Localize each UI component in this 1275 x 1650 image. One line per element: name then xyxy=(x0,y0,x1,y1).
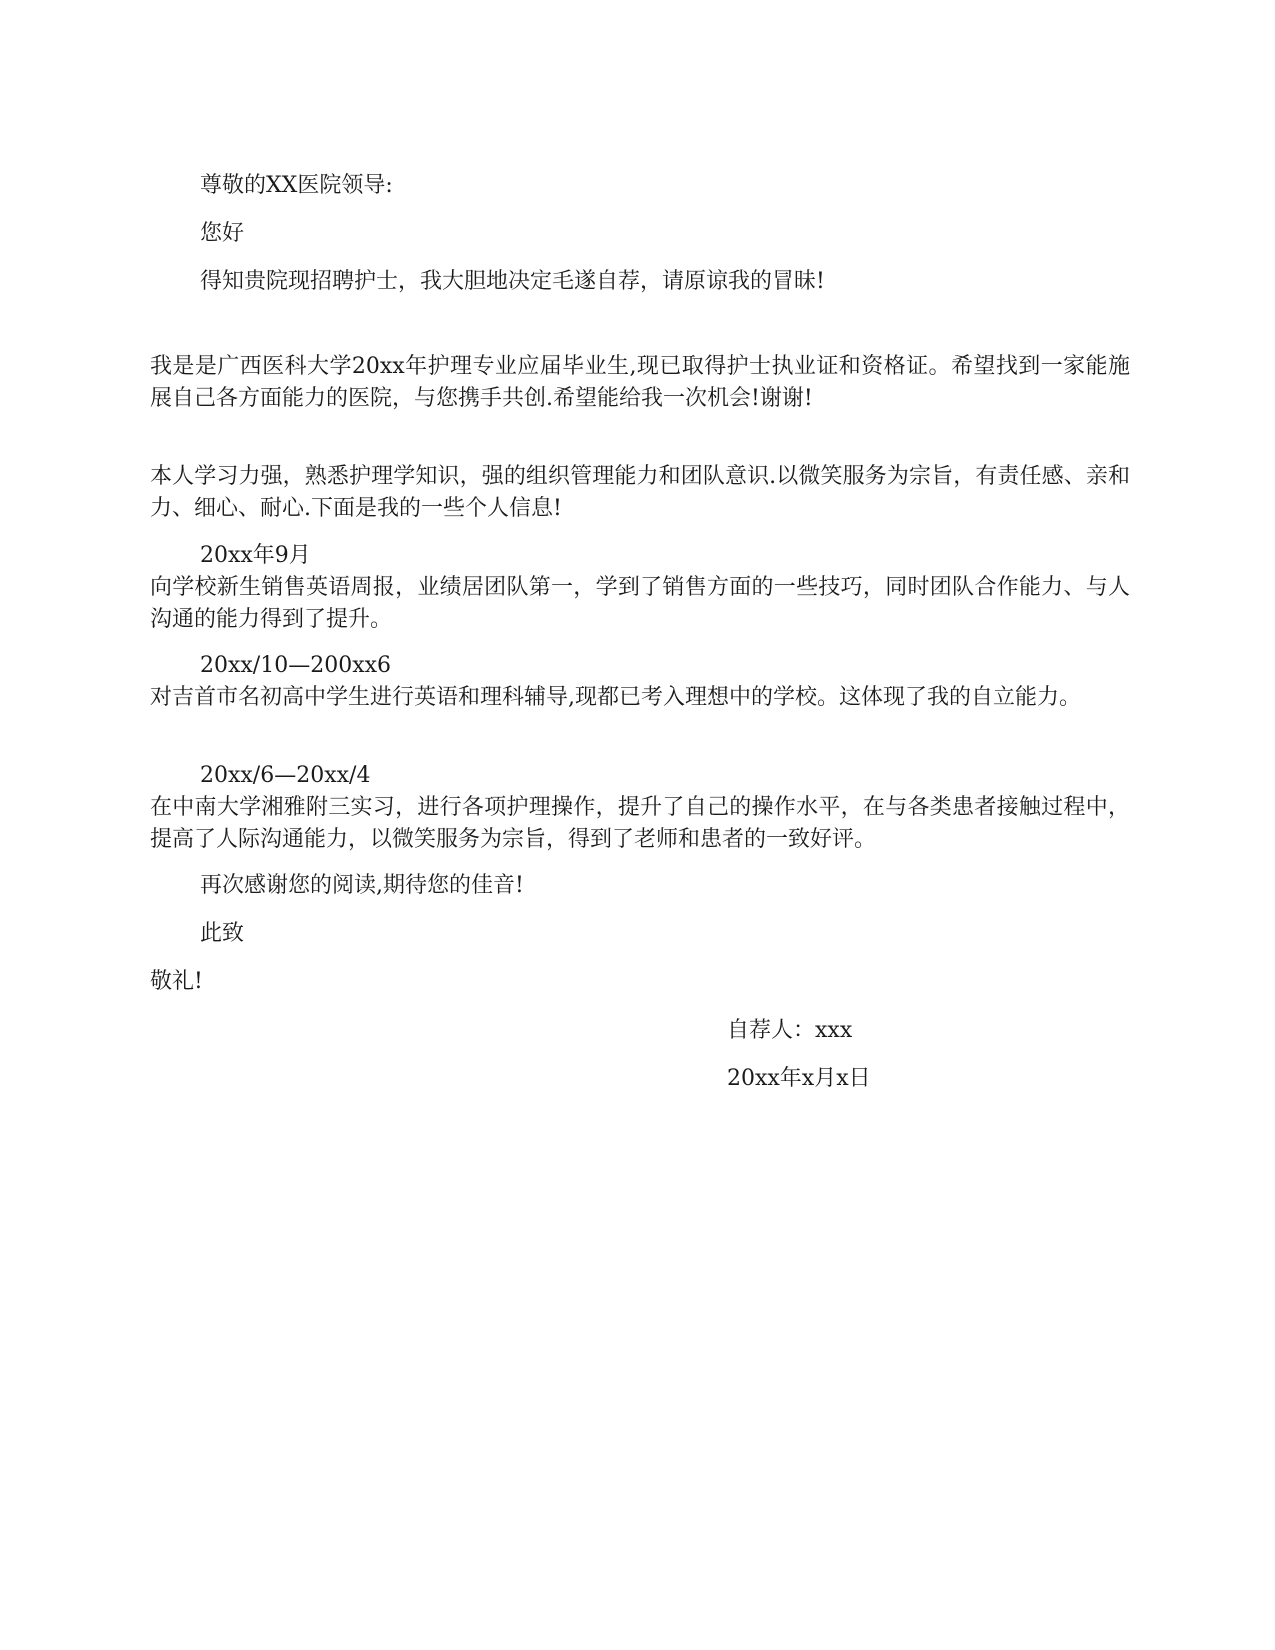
greeting: 您好 xyxy=(200,221,245,246)
experience-period-1: 20xx年9月 xyxy=(200,543,311,568)
closing-thanks: 再次感谢您的阅读,期待您的佳音! xyxy=(200,873,524,898)
experience-description-2: 对吉首市名初高中学生进行英语和理科辅导,现都已考入理想中的学校。这体现了我的自立能力。 xyxy=(150,685,1081,710)
experience-description-1: 向学校新生销售英语周报，业绩居团队第一，学到了销售方面的一些技巧，同时团队合作能力、与人沟通的能力得到了提升。 xyxy=(150,575,1130,632)
opening-line: 得知贵院现招聘护士，我大胆地决定毛遂自荐，请原谅我的冒昧! xyxy=(200,269,825,294)
experience-period-3: 20xx/6—20xx/4 xyxy=(200,763,371,788)
salutation: 尊敬的XX医院领导: xyxy=(200,173,393,198)
closing-jing-li: 敬礼! xyxy=(150,969,203,994)
intro-paragraph: 我是是广西医科大学20xx年护理专业应届毕业生,现已取得护士执业证和资格证。希望找到一家能施展自己各方面能力的医院，与您携手共创.希望能给我一次机会!谢谢! xyxy=(150,354,1130,411)
signature: 自荐人：xxx xyxy=(727,1018,853,1043)
self-paragraph: 本人学习力强，熟悉护理学知识，强的组织管理能力和团队意识.以微笑服务为宗旨，有责任感、亲和力、细心、耐心.下面是我的一些个人信息! xyxy=(150,464,1130,521)
letter-date: 20xx年x月x日 xyxy=(727,1066,871,1091)
experience-period-2: 20xx/10—200xx6 xyxy=(200,653,392,678)
experience-description-3: 在中南大学湘雅附三实习，进行各项护理操作，提升了自己的操作水平，在与各类患者接触过程中，提高了人际沟通能力，以微笑服务为宗旨，得到了老师和患者的一致好评。 xyxy=(150,795,1130,852)
closing-ci-zhi: 此致 xyxy=(200,921,245,946)
